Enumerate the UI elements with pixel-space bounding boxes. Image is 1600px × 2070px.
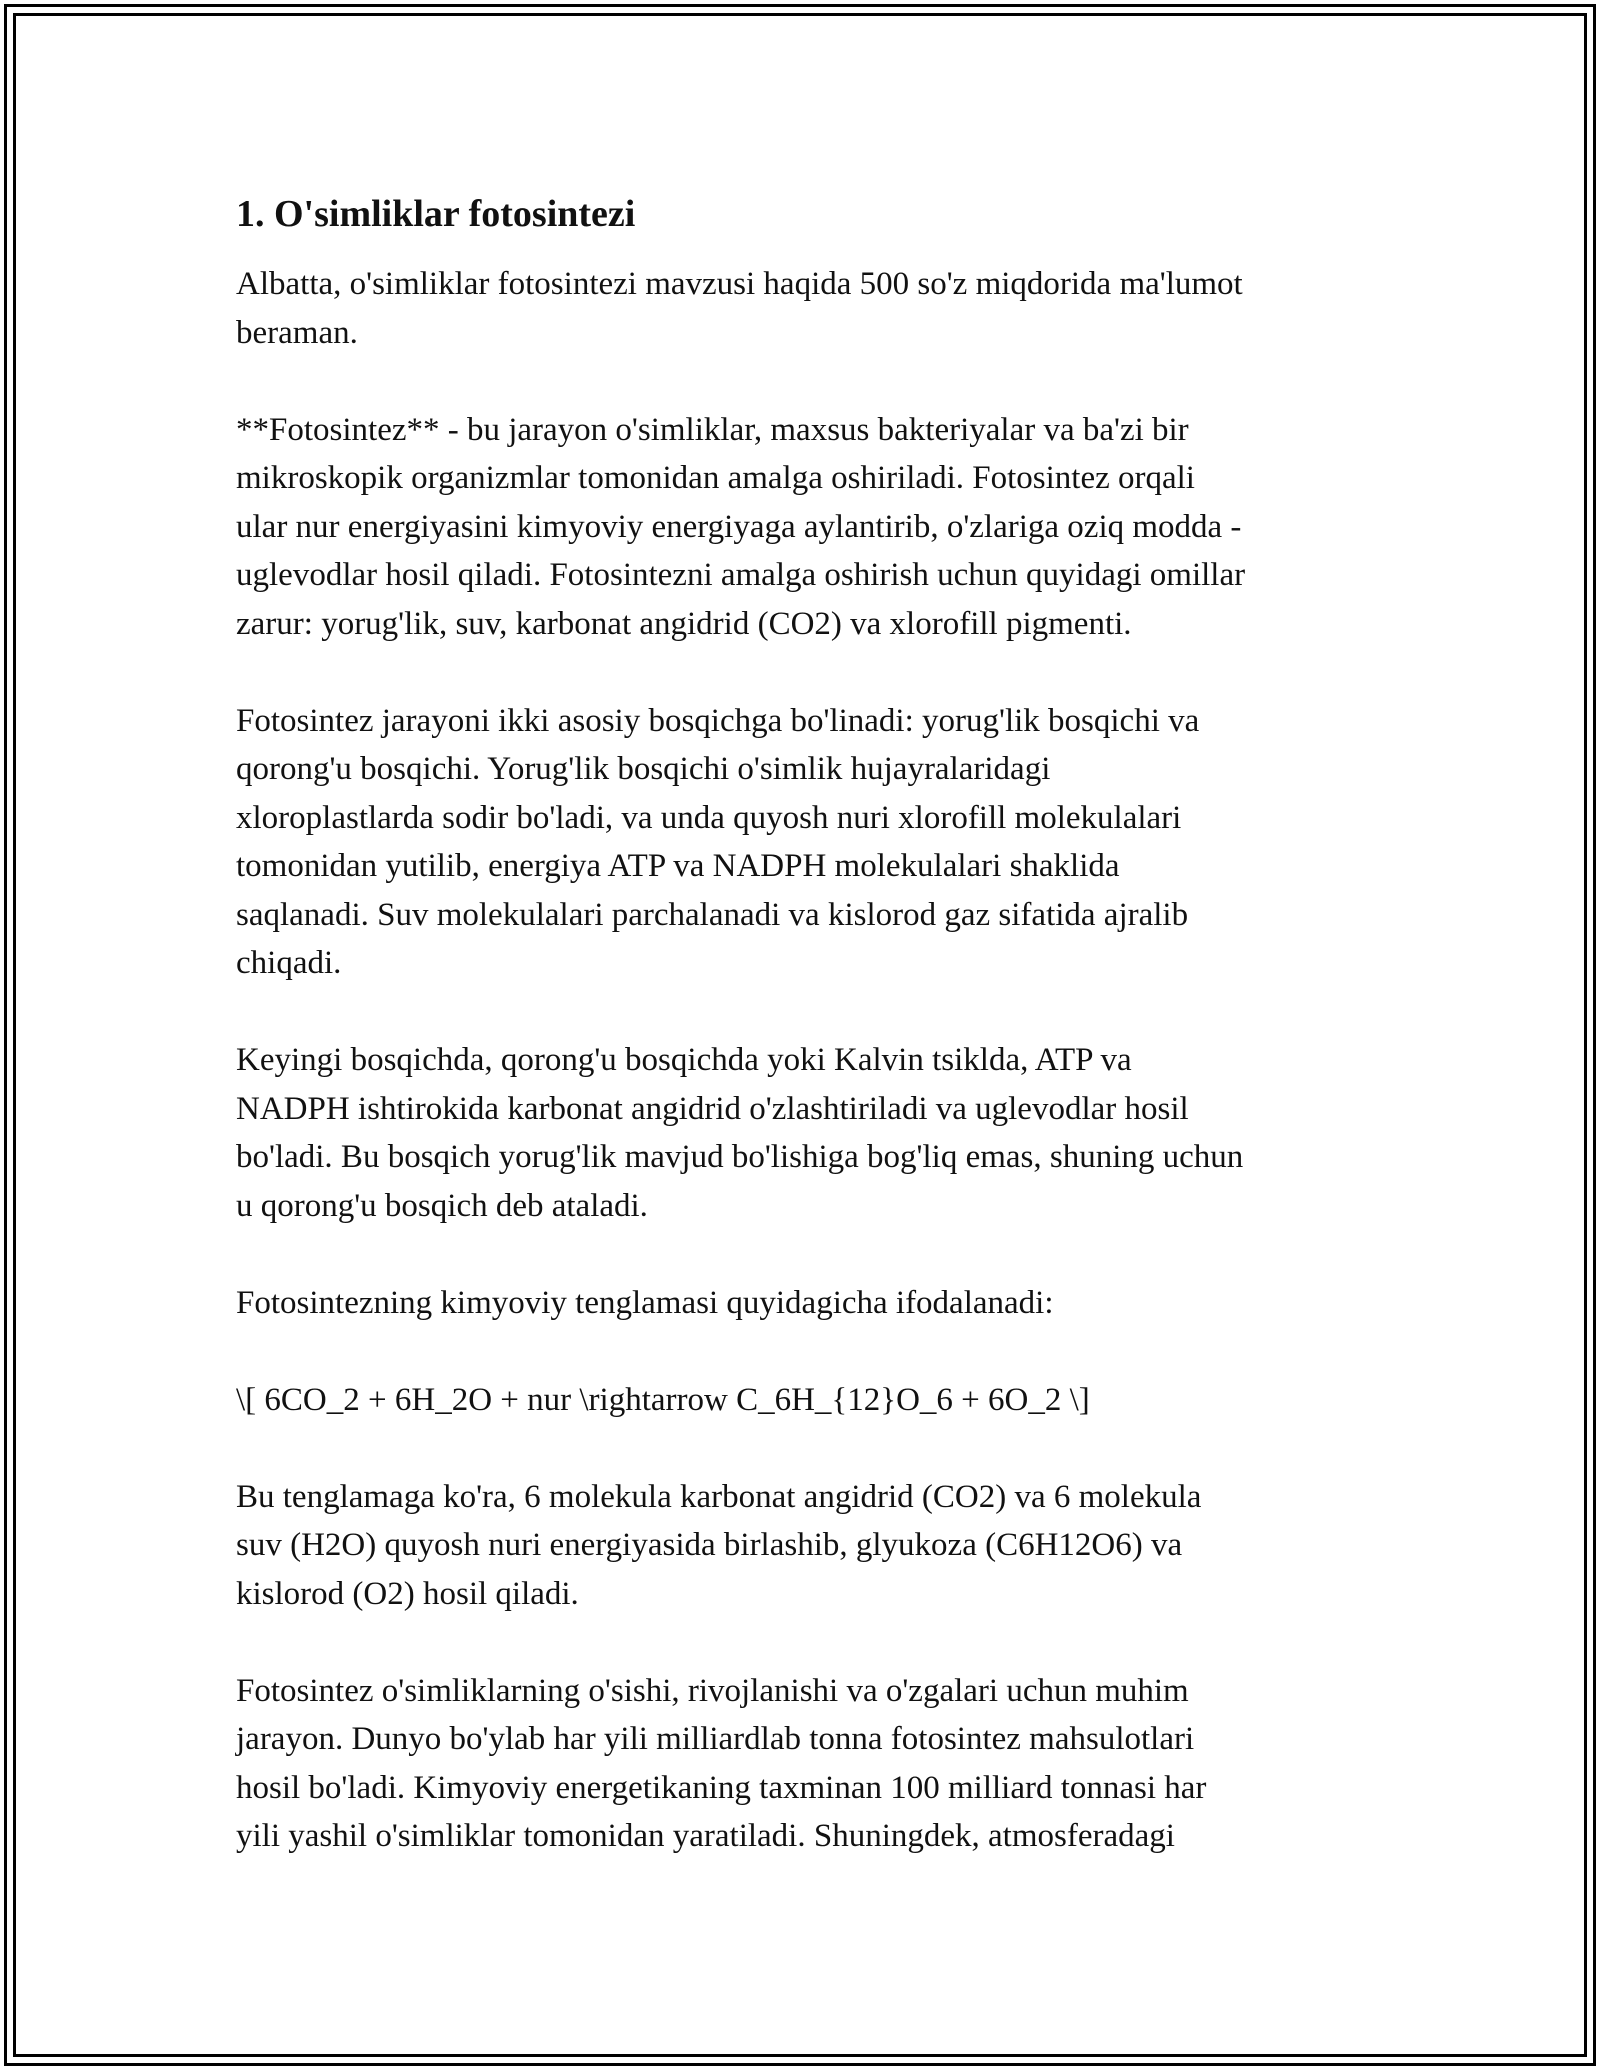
text-line: xloroplastlarda sodir bo'ladi, va unda quyosh nuri xlorofill molekulalari [236,799,1182,836]
text-line: tomonidan yutilib, energiya ATP va NADPH molekulalari shaklida [236,848,1120,884]
text-line: u qorong'u bosqich deb ataladi. [236,1187,648,1224]
text-line: ular nur energiyasini kimyoviy energiyaga aylantirib, o'zlariga oziq modda - [236,508,1242,545]
text-line: suv (H2O) quyosh nuri energiyasida birlashib, glyukoza (C6H12O6) va [236,1527,1183,1563]
text-line: Fotosintez jarayoni ikki asosiy bosqichga bo'linadi: yorug'lik bosqichi va [236,702,1200,739]
text-line: yili yashil o'simliklar tomonidan yaratiladi. Shuningdek, atmosferadagi [236,1818,1175,1854]
text-line: **Fotosintez** - bu jarayon o'simliklar, maxsus bakteriyalar va ba'zi bir [236,411,1189,448]
paragraph-equation-explanation [236,1473,1366,1619]
paragraph-intro [236,260,1366,357]
text-line: Bu tenglamaga ko'ra, 6 molekula karbonat angidrid (CO2) va 6 molekula [236,1478,1202,1515]
text-line: chiqadi. [236,945,342,981]
text-line: jarayon. Dunyo bo'ylab har yili milliardlab tonna fotosintez mahsulotlari [236,1721,1195,1757]
text-line: NADPH ishtirokida karbonat angidrid o'zlashtiriladi va uglevodlar hosil [236,1090,1189,1127]
text-line: beraman. [236,314,358,351]
text-line: Albatta, o'simliklar fotosintezi mavzusi haqida 500 so'z miqdorida ma'lumot [236,266,1243,302]
text-line: zarur: yorug'lik, suv, karbonat angidrid (CO2) va xlorofill pigmenti. [236,605,1132,642]
text-line: mikroskopik organizmlar tomonidan amalga oshiriladi. Fotosintez orqali [236,460,1195,496]
text-line: kislorod (O2) hosil qiladi. [236,1575,579,1612]
text-line: qorong'u bosqichi. Yorug'lik bosqichi o'simlik hujayralaridagi [236,751,1051,787]
text-line: \[ 6CO_2 + 6H_2O + nur \rightarrow C_6H_{12}O_6 + 6O_2 \] [236,1381,1090,1418]
text-line: hosil bo'ladi. Kimyoviy energetikaning taxminan 100 milliard tonnasi har [236,1769,1207,1806]
paragraph-definition [236,406,1366,649]
paragraph-importance [236,1667,1366,1861]
text-line: Fotosintez o'simliklarning o'sishi, rivojlanishi va o'zgalari uchun muhim [236,1672,1189,1709]
text-line: Fotosintezning kimyoviy tenglamasi quyidagicha ifodalanadi: [236,1284,1054,1321]
text-line: bo'ladi. Bu bosqich yorug'lik mavjud bo'lishiga bog'liq emas, shuning uchun [236,1139,1244,1175]
document-body [236,188,1366,1909]
text-line: uglevodlar hosil qiladi. Fotosintezni amalga oshirish uchun quyidagi omillar [236,557,1246,593]
paragraph-equation-intro [236,1279,1366,1328]
paragraph-calvin-cycle [236,1036,1366,1230]
section-heading: 1. O'simliklar fotosintezi [236,193,636,235]
chemical-equation [236,1376,1366,1425]
text-line: Keyingi bosqichda, qorong'u bosqichda yoki Kalvin tsiklda, ATP va [236,1042,1132,1078]
text-line: saqlanadi. Suv molekulalari parchalanadi va kislorod gaz sifatida ajralib [236,896,1189,933]
paragraph-stages [236,697,1366,988]
